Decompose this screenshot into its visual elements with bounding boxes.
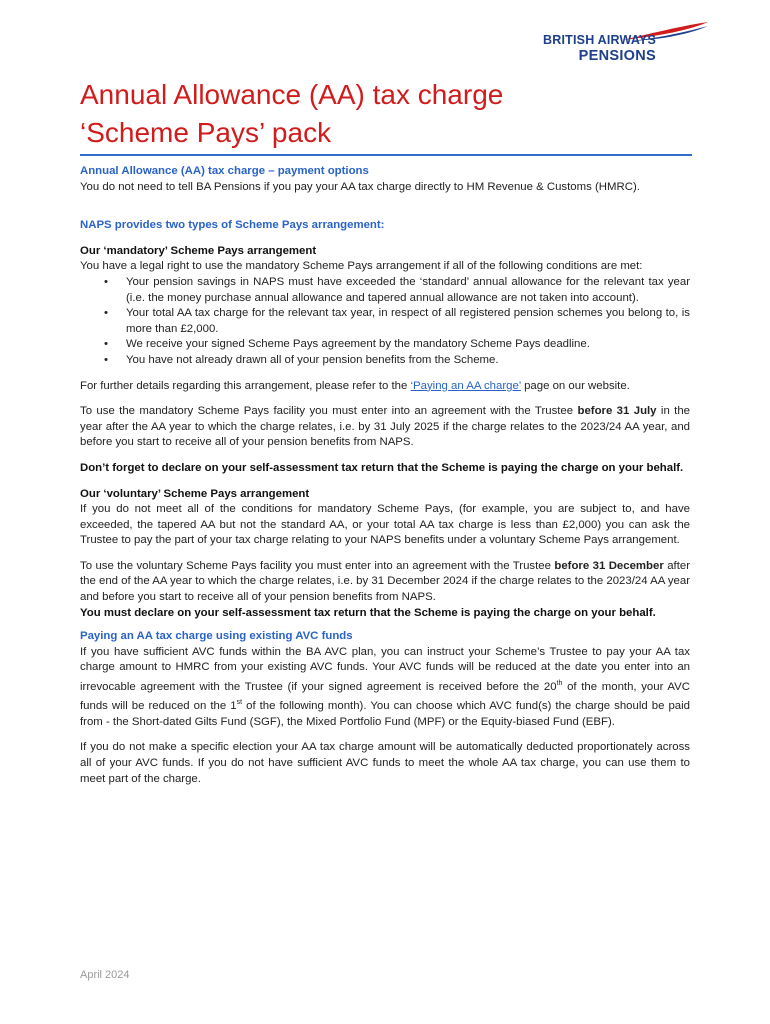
deadline-text-after: after the end of the AA year to which the charge relates, i.e. by 31 December 2024 if the charge relates to the 2023/24 AA year and before you start to receive all of your pension benefits from NAPS. [80, 559, 690, 604]
mandatory-conditions-list [80, 275, 690, 369]
details-text-before: For further details regarding this arrangement, please refer to the [80, 379, 411, 392]
voluntary-deadline-paragraph [80, 559, 690, 606]
deadline-date: before 31 December [554, 559, 664, 572]
voluntary-heading: Our ‘voluntary’ Scheme Pays arrangement [80, 487, 310, 500]
avc-heading: Paying an AA tax charge using existing AVC funds [80, 630, 353, 643]
avc-paragraph-1 [80, 645, 690, 731]
avc-text-part-1: If you have sufficient AVC funds within the BA AVC plan, you can instruct your Scheme’s Trustee to pay your AA tax charge amount to HMRC from your existing AVC funds. Your AVC funds will be reduced at the date you enter into an irrevocable agreement with the Trustee (if your signed agreement is received before the 20 [80, 645, 690, 693]
ba-pensions-logo [543, 20, 713, 68]
mandatory-details-paragraph [80, 379, 690, 395]
deadline-text-before: To use the mandatory Scheme Pays facility you must enter into an agreement with the Trustee [80, 405, 578, 418]
paying-aa-charge-link[interactable]: ‘Paying an AA charge’ [410, 379, 521, 392]
footer-date: April 2024 [80, 969, 130, 981]
deadline-date: before 31 July [577, 405, 657, 418]
voluntary-intro: If you do not meet all of the conditions for mandatory Scheme Pays, (for example, you are subject to, and have exceeded, the tapered AA but not the standard AA, or your total AA tax charge is less than £2,000) you can ask the Trustee to pay the part of your tax charge relating to your NAPS benefits under a voluntary Scheme Pays arrangement. [80, 503, 690, 547]
deadline-text-before: To use the voluntary Scheme Pays facility you must enter into an agreement with the Trustee [80, 559, 555, 572]
title-divider [80, 154, 692, 156]
ordinal-suffix: th [556, 680, 563, 688]
document-body [80, 164, 690, 787]
details-text-after: page on our website. [520, 379, 630, 392]
page-title [80, 76, 700, 152]
payment-options-text: You do not need to tell BA Pensions if you pay your AA tax charge directly to HM Revenue & Customs (HMRC). [80, 180, 640, 193]
avc-text-part-3: of the following month). You can choose which AVC fund(s) the charge should be paid from - the Short-dated Gilts Fund (SGF), the Mixed Portfolio Fund (MPF) or the Equity-biased Fund (EBF). [80, 700, 691, 728]
list-item: • Your total AA tax charge for the relevant tax year, in respect of all registered pension schemes you belong to, is more than £2,000. [126, 306, 690, 337]
voluntary-reminder: You must declare on your self-assessment tax return that the Scheme is paying the charge on your behalf. [80, 606, 656, 619]
logo-text-british-airways: BRITISH AIRWAYS [543, 33, 656, 47]
logo-text-pensions: PENSIONS [578, 48, 656, 64]
mandatory-intro: You have a legal right to use the mandatory Scheme Pays arrangement if all of the following conditions are met: [80, 260, 643, 273]
mandatory-heading: Our ‘mandatory’ Scheme Pays arrangement [80, 244, 317, 257]
list-item: • Your pension savings in NAPS must have exceeded the ‘standard’ annual allowance for the relevant tax year (i.e. the money purchase annual allowance and tapered annual allowance are not taken into account). [126, 275, 690, 306]
ordinal-suffix: st [236, 699, 243, 707]
avc-text-part-2: of the month, your AVC funds will be reduced on the 1 [80, 680, 691, 713]
title-line-2: ‘Scheme Pays’ pack [80, 117, 332, 148]
types-heading: NAPS provides two types of Scheme Pays arrangement: [80, 219, 385, 232]
avc-paragraph-2: If you do not make a specific election your AA tax charge amount will be automatically deducted proportionately across all of your AVC funds. If you do not have sufficient AVC funds to meet the whole AA tax charge, you can use them to meet part of the charge. [80, 741, 690, 785]
list-item: • We receive your signed Scheme Pays agreement by the mandatory Scheme Pays deadline. [126, 337, 690, 353]
title-line-1: Annual Allowance (AA) tax charge [80, 79, 504, 110]
list-item: • You have not already drawn all of your pension benefits from the Scheme. [126, 353, 690, 369]
mandatory-reminder: Don’t forget to declare on your self-assessment tax return that the Scheme is paying the charge on your behalf. [80, 461, 684, 474]
deadline-text-after: in the year after the AA year to which the charge relates, i.e. by 31 July 2025 if the charge relates to the 2023/24 AA year, and before you start to receive all of your pension benefits from NAPS. [80, 405, 690, 449]
mandatory-deadline-paragraph [80, 404, 690, 451]
payment-options-heading: Annual Allowance (AA) tax charge – payment options [80, 165, 369, 177]
